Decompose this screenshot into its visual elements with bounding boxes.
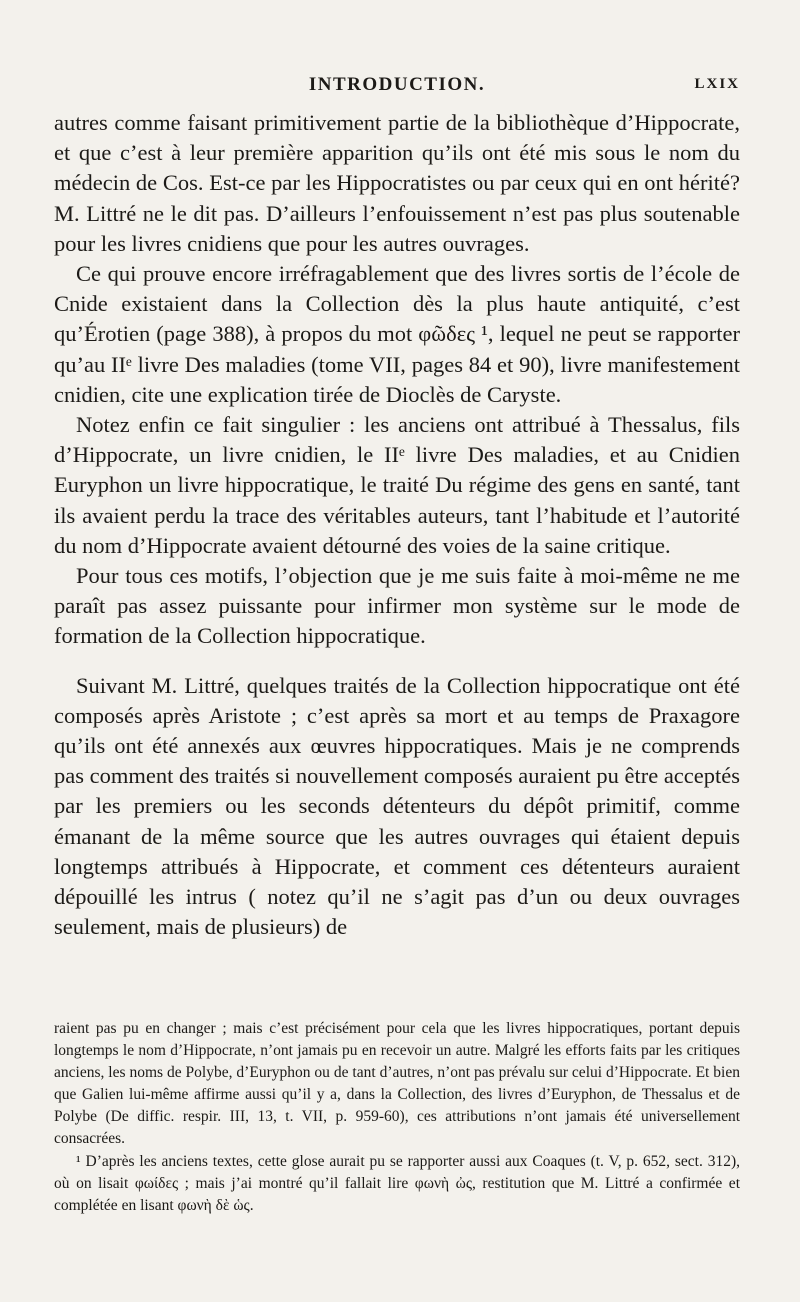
footnotes: [54, 1018, 740, 1217]
footnote-1: ¹ D’après les anciens textes, cette glose aurait pu se rapporter aussi aux Coaques (t. V, p. 652, sect. 312), où on lisait φωίδες ; mais j’ai montré qu’il fallait lire φωνὴ ὠς, restitution que M. Littré a confirmée et complétée en lisant φωνὴ δὲ ὡς.: [54, 1152, 740, 1214]
page-number: LXIX: [694, 76, 740, 92]
paragraph-5: Suivant M. Littré, quelques traités de la Collection hippocratique ont été composés après Aristote ; c’est après sa mort et au temps de Praxagore qu’ils ont été annexés aux œuvres hippocratiques. Mais je ne comprends pas comment des traités si nouvellement composés auraient pu être acceptés par les premiers ou les seconds détenteurs du dépôt primitif, comme émanant de la même source que les autres ouvrages qui étaient depuis longtemps attribués à Hippocrate, et comment ces détenteurs auraient dépouillé les intrus ( notez qu’il ne s’agit pas d’un ou deux ouvrages seulement, mais de plusieurs) de: [54, 672, 741, 940]
main-text: [54, 108, 740, 942]
footnote-continuation: raient pas pu en changer ; mais c’est précisément pour cela que les livres hippocratiques, portant depuis longtemps le nom d’Hippocrate, n’ont jamais pu en recevoir un autre. Malgré les efforts faits par les critiques anciens, les noms de Polybe, d’Euryphon ou de tant d’autres, n’ont pas prévalu sur celui d’Hippocrate. Et bien que Galien lui-même affirme aussi qu’il y a, dans la Collection, des livres d’Euryphon, de Thessalus et de Polybe (De diffic. respir. III, 13, t. VII, p. 959-60), ces attributions n’ont jamais été universellement consacrées.: [54, 1020, 740, 1148]
running-title: INTRODUCTION.: [308, 74, 486, 95]
paragraph-1: autres comme faisant primitivement partie de la bibliothèque d’Hippocrate, et que c’est à leur première apparition qu’ils ont été mis sous le nom du médecin de Cos. Est-ce par les Hippocratistes ou par ceux qui en ont hérité? M. Littré ne le dit pas. D’ailleurs l’enfouissement n’est pas plus soutenable pour les livres cnidiens que pour les autres ouvrages.: [54, 110, 740, 256]
paragraph-4: Pour tous ces motifs, l’objection que je me suis faite à moi-même ne me paraît pas assez puissante pour infirmer mon système sur le mode de formation de la Collection hippocratique.: [54, 563, 740, 649]
paragraph-2: Ce qui prouve encore irréfragablement que des livres sortis de l’école de Cnide existaient dans la Collection dès la plus haute antiquité, c’est qu’Érotien (page 388), à propos du mot φῶδες ¹, lequel ne peut se rapporter qu’au IIᵉ livre Des maladies (tome VII, pages 84 et 90), livre manifestement cnidien, cite une explication tirée de Dioclès de Caryste.: [54, 261, 740, 407]
paragraph-3: Notez enfin ce fait singulier : les anciens ont attribué à Thessalus, fils d’Hippocrate, un livre cnidien, le IIᵉ livre Des maladies, et au Cnidien Euryphon un livre hippocratique, le traité Du régime des gens en santé, tant ils avaient perdu la trace des véritables auteurs, tant l’habitude et l’autorité du nom d’Hippocrate avaient détourné des voies de la saine critique.: [54, 412, 740, 558]
running-head: [54, 74, 740, 100]
